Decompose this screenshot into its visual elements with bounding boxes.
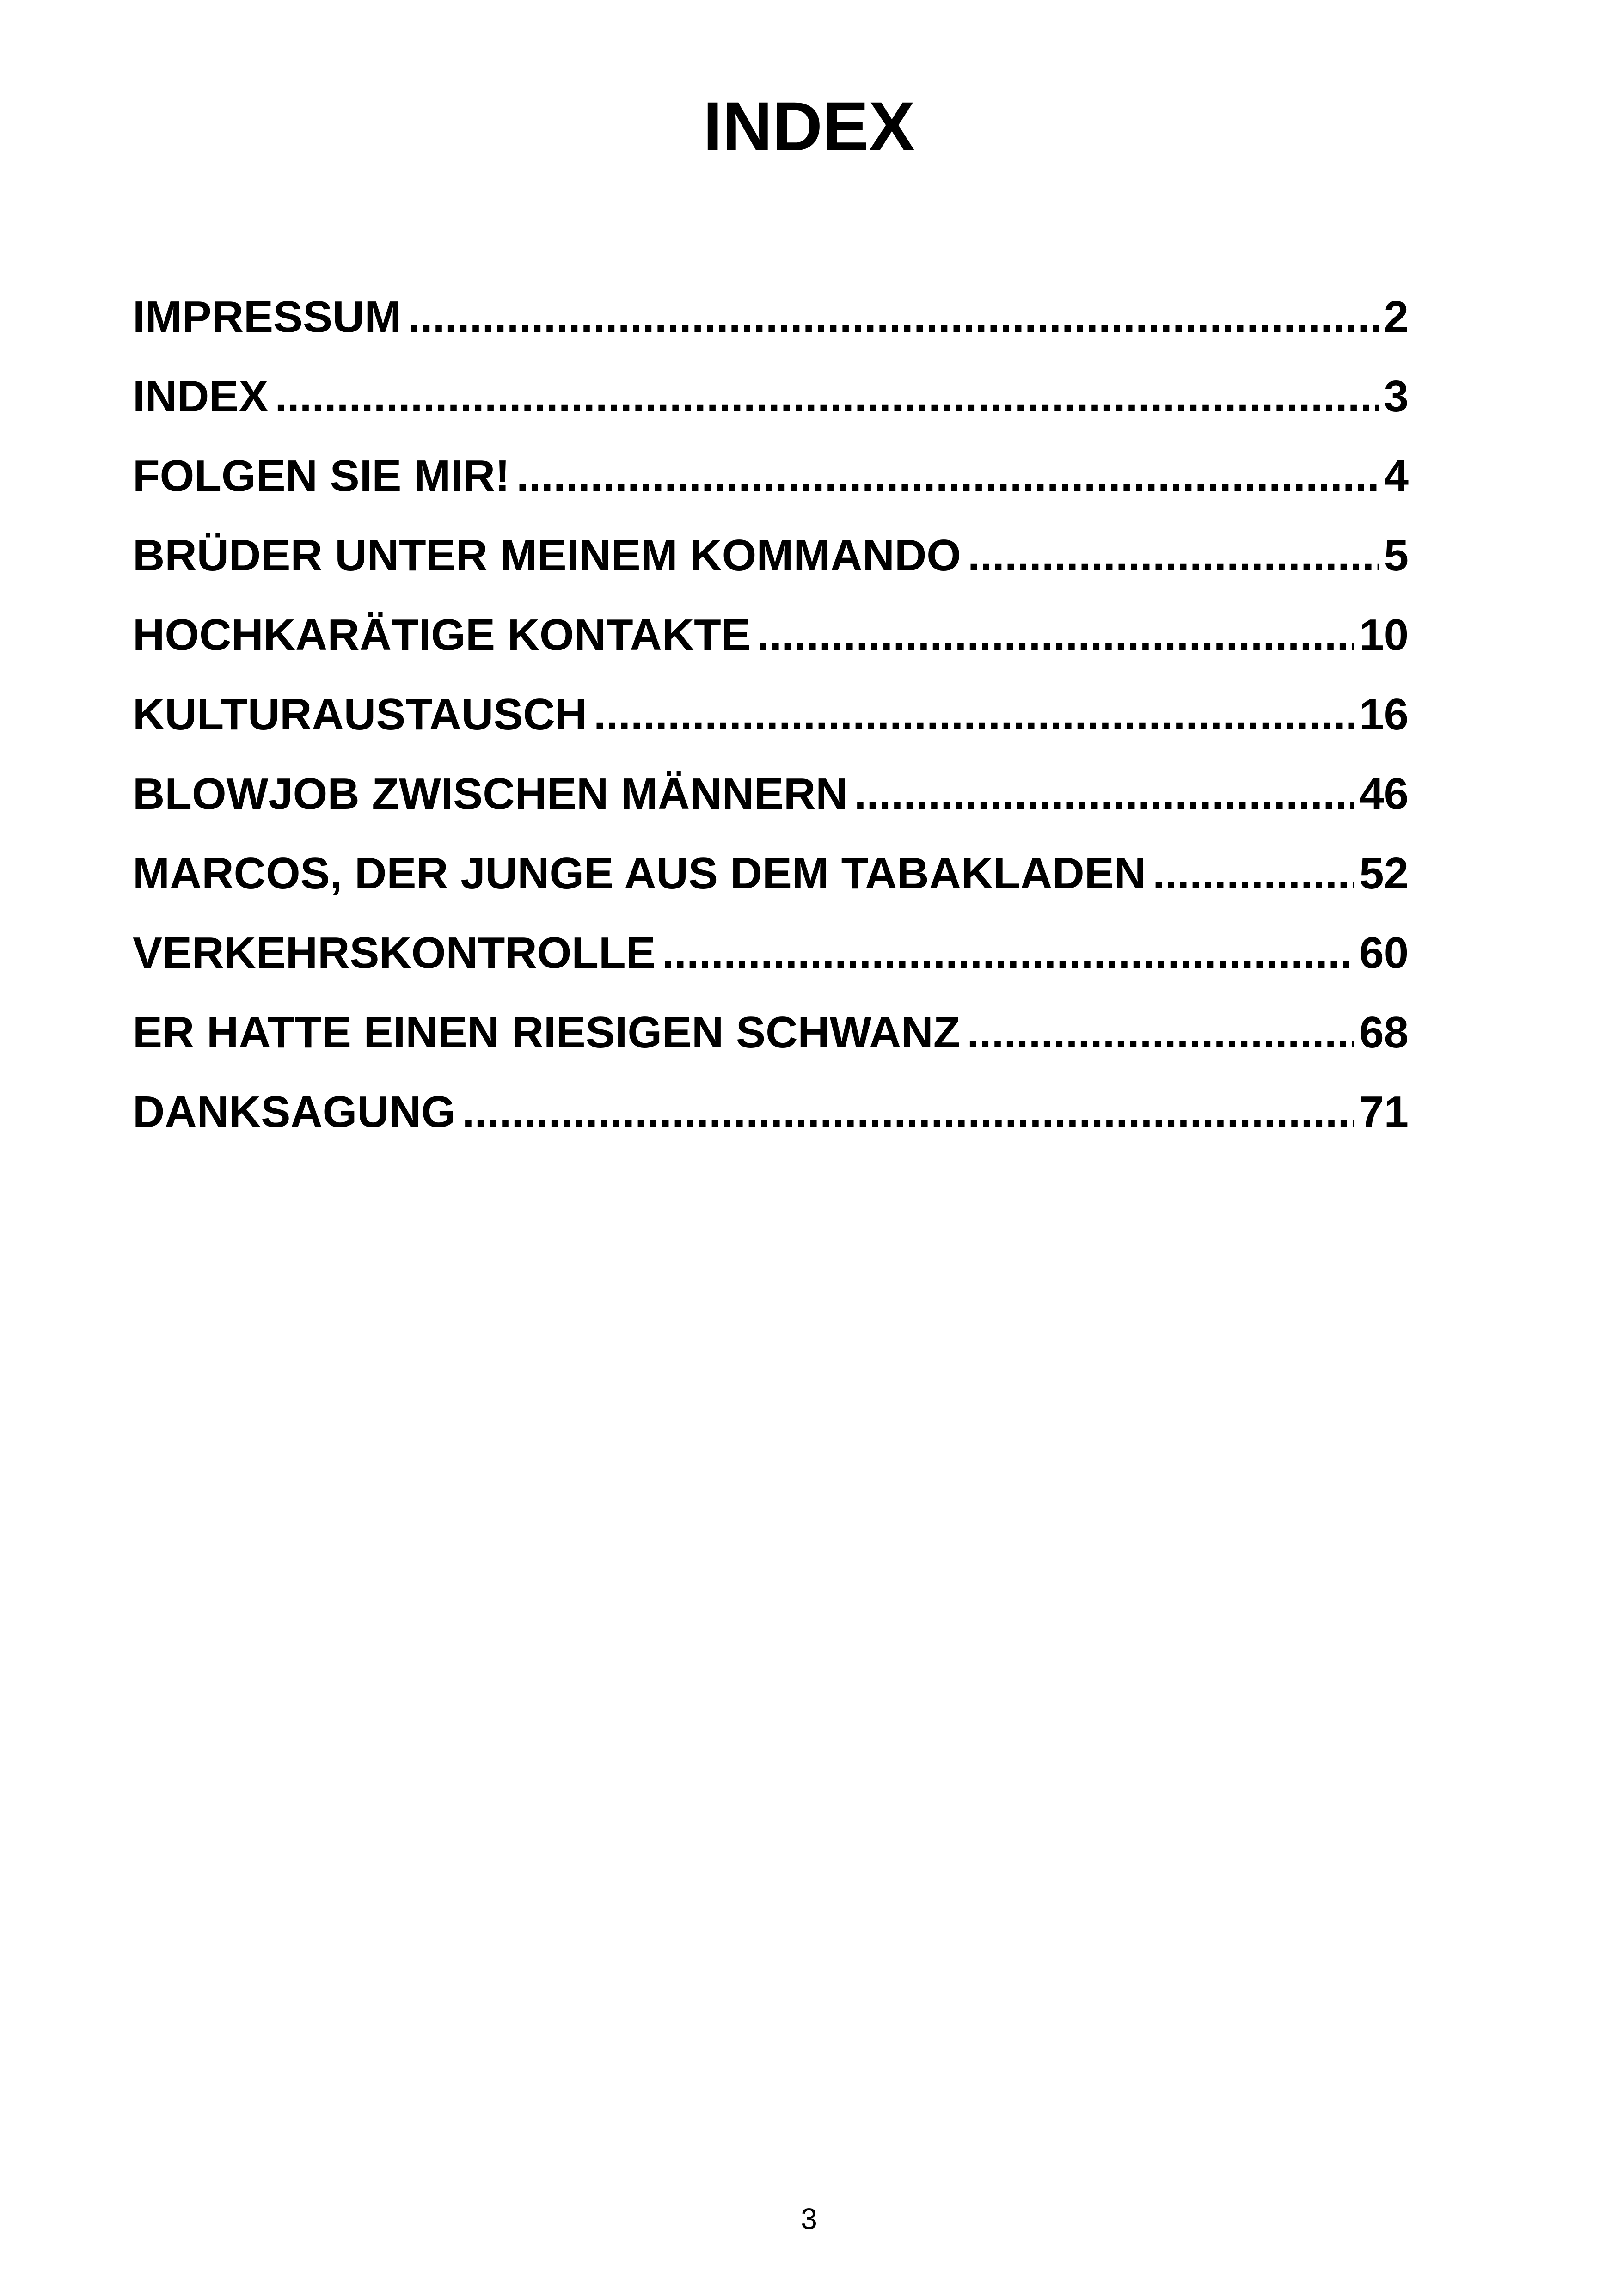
toc-entry-marcos[interactable] bbox=[133, 834, 1409, 913]
toc-entry-page: 5 bbox=[1384, 531, 1409, 580]
toc-entry-er-hatte-einen-riesigen-schwanz[interactable] bbox=[133, 993, 1409, 1072]
toc-dot-leader bbox=[967, 993, 1354, 1072]
toc-entry-danksagung[interactable] bbox=[133, 1072, 1409, 1152]
toc-entry-page: 3 bbox=[1384, 372, 1409, 421]
toc-entry-title: INDEX bbox=[133, 372, 269, 421]
toc-dot-leader bbox=[1152, 834, 1354, 913]
toc-dot-leader bbox=[516, 436, 1379, 516]
toc-dot-leader bbox=[594, 675, 1354, 754]
toc-entry-page: 4 bbox=[1384, 451, 1409, 501]
toc-entry-title: FOLGEN SIE MIR! bbox=[133, 451, 510, 501]
toc-entry-page: 16 bbox=[1359, 690, 1409, 739]
toc-dot-leader bbox=[854, 754, 1354, 834]
toc-dot-leader bbox=[462, 1072, 1354, 1152]
toc-entry-kulturaustausch[interactable] bbox=[133, 675, 1409, 754]
toc-entry-title: HOCHKARÄTIGE KONTAKTE bbox=[133, 610, 751, 660]
toc-entry-brueder-unter-meinem-kommando[interactable] bbox=[133, 516, 1409, 595]
toc-entry-page: 46 bbox=[1359, 769, 1409, 819]
toc-entry-index[interactable] bbox=[133, 357, 1409, 436]
toc-entry-title: ER HATTE EINEN RIESIGEN SCHWANZ bbox=[133, 1008, 961, 1057]
toc-dot-leader bbox=[968, 516, 1379, 595]
toc-dot-leader bbox=[757, 595, 1354, 675]
toc-entry-page: 71 bbox=[1359, 1087, 1409, 1137]
toc-entry-page: 10 bbox=[1359, 610, 1409, 660]
toc-entry-verkehrskontrolle[interactable] bbox=[133, 913, 1409, 993]
toc-entry-title: DANKSAGUNG bbox=[133, 1087, 456, 1137]
toc-entry-page: 68 bbox=[1359, 1008, 1409, 1057]
toc-entry-blowjob-zwischen-maennern[interactable] bbox=[133, 754, 1409, 834]
toc-entry-page: 2 bbox=[1384, 292, 1409, 342]
toc-entry-hochkaraetige-kontakte[interactable] bbox=[133, 595, 1409, 675]
toc-entry-page: 52 bbox=[1359, 849, 1409, 898]
toc-entry-title: IMPRESSUM bbox=[133, 292, 402, 342]
toc-entry-title: VERKEHRSKONTROLLE bbox=[133, 928, 656, 978]
toc-entry-title: BLOWJOB ZWISCHEN MÄNNERN bbox=[133, 769, 848, 819]
table-of-contents bbox=[133, 277, 1409, 1152]
toc-entry-folgen-sie-mir[interactable] bbox=[133, 436, 1409, 516]
page-number: 3 bbox=[801, 2202, 817, 2235]
toc-entry-impressum[interactable] bbox=[133, 277, 1409, 357]
toc-entry-title: MARCOS, DER JUNGE AUS DEM TABAKLADEN bbox=[133, 849, 1146, 898]
toc-entry-page: 60 bbox=[1359, 928, 1409, 978]
toc-dot-leader bbox=[662, 913, 1354, 993]
toc-entry-title: BRÜDER UNTER MEINEM KOMMANDO bbox=[133, 531, 961, 580]
toc-dot-leader bbox=[275, 357, 1378, 436]
page-title: INDEX bbox=[703, 87, 915, 165]
toc-entry-title: KULTURAUSTAUSCH bbox=[133, 690, 588, 739]
toc-dot-leader bbox=[408, 277, 1378, 357]
